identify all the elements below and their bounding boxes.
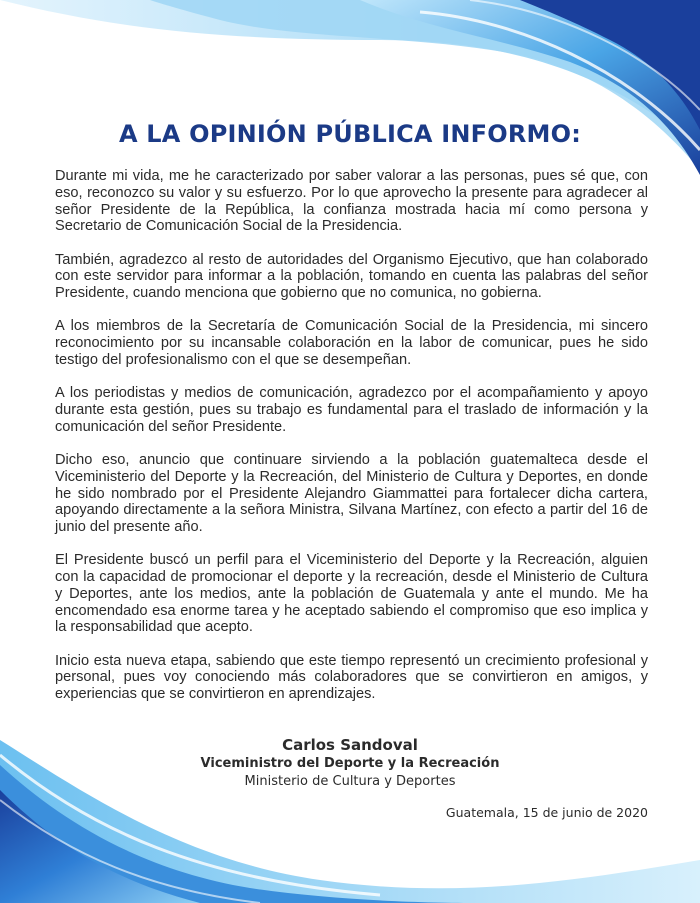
signer-role: Viceministro del Deporte y la Recreación	[200, 756, 500, 771]
signature-block	[150, 736, 550, 791]
signer-organization: Ministerio de Cultura y Deportes	[244, 774, 456, 789]
paragraph-6: El Presidente buscó un perfil para el Viceministerio del Deporte y la Recreación, alguien con la capacidad de promocionar el deporte y la recreación, desde el Ministerio de Cultura y Deportes, ante los medios, ante la población de Guatemala y ante el mundo. Me ha encomendado esa enorme tarea y he aceptado sabiendo el compromiso que eso implica y la responsabilidad que acepto.	[55, 552, 648, 636]
paragraph-1: Durante mi vida, me he caracterizado por saber valorar a las personas, pues sé que, con eso, reconozco su valor y su esfuerzo. Por lo que aprovecho la presente para agradecer al señor Presidente de la República, la confianza mostrada hacia mí como persona y Secretario de Comunicación Social de la Presidencia.	[55, 168, 648, 235]
paragraph-2: También, agradezco al resto de autoridades del Organismo Ejecutivo, que han colaborado con este servidor para informar a la población, tomando en cuenta las palabras del señor Presidente, cuando menciona que gobierno que no comunica, no gobierna.	[55, 251, 648, 302]
paragraph-7: Inicio esta nueva etapa, sabiendo que este tiempo representó un crecimiento profesional y personal, pues voy conociendo más colaboradores que se convirtieron en amigos, y experiencias que se convirtieron en aprendizajes.	[55, 652, 648, 703]
paragraph-3: A los miembros de la Secretaría de Comunicación Social de la Presidencia, mi sincero reconocimiento por su incansable colaboración en la labor de comunicar, pues he sido testigo del profesionalismo con el que se desempeñan.	[55, 318, 648, 368]
page-title: A LA OPINIÓN PÚBLICA INFORMO:	[118, 120, 582, 148]
letter-body	[55, 168, 648, 719]
paragraph-4: A los periodistas y medios de comunicación, agradezco por el acompañamiento y apoyo durante esta gestión, pues su trabajo es fundamental para el traslado de información y la comunicación del señor Presidente.	[55, 385, 648, 435]
paragraph-5: Dicho eso, anuncio que continuare sirviendo a la población guatemalteca desde el Viceministerio del Deporte y la Recreación, del Ministerio de Cultura y Deportes, en donde he sido nombrado por el Presidente Alejandro Giammattei para fortalecer dicha cartera, apoyando directamente a la señora Ministra, Silvana Martínez, con efecto a partir del 16 de junio del presente año.	[55, 451, 648, 536]
date-line: Guatemala, 15 de junio de 2020	[445, 805, 648, 820]
signer-name: Carlos Sandoval	[282, 736, 418, 754]
